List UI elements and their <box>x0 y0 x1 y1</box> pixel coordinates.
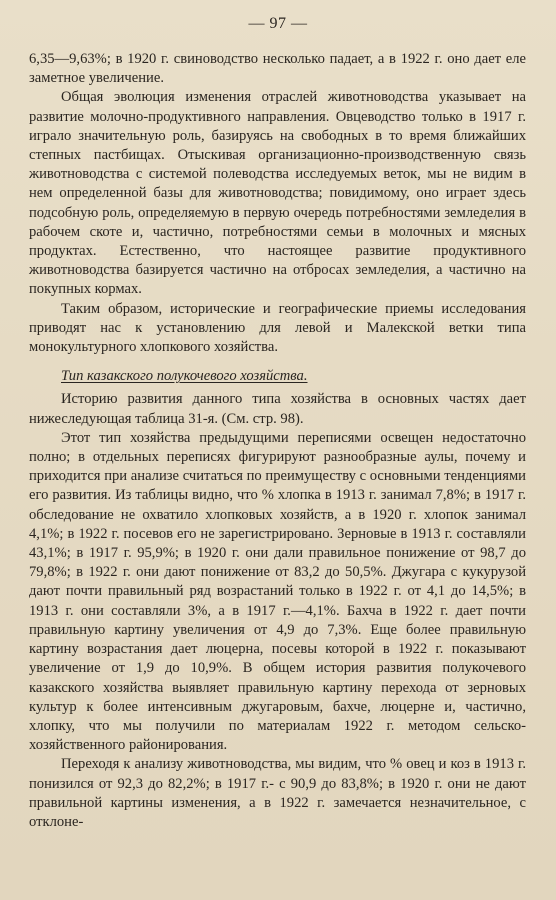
paragraph-continuation: 6,35—9,63%; в 1920 г. свиноводство несколько падает, а в 1922 г. оно дает еле заметное увеличение. <box>29 51 526 87</box>
paragraph-crop-analysis: Этот тип хозяйства предыдущими переписями освещен недостаточно полно; в отдельных переписях фигурируют разнообразные аулы, почему и приходится при анализе считаться по преимуществу с основными тенденциями его развития. Из таблицы видно, что % хлопка в 1913 г. занимал 7,8%; в 1917 г. обследование не охватило хлопковых хозяйств, а в 1920 г. хлопок занимал 4,1%; в 1922 г. посевов его не зарегистрировано. Зерновые в 1913 г. составляли 43,1%; в 1917 г. 95,9%; в 1920 г. они дали правильное понижение от 98,7 до 79,8%; в 1922 г. они дают понижение от 83,2 до 50,5%. Джугара с кукурузой дают почти правильный ряд возрастаний только в 1922 г. от 4,1 до 14,5%; в 1913 г. они составляли 3%, а в 1917 г.—4,1%. Бахча в 1922 г. дает почти правильную картину увеличения от 4,9 до 7,3%. Еще более правильную картину возрастания дает люцерна, посевы которой в 1922 г. показывают увеличение от 1,9 до 10,9%. В общем история развития полукочевого казакского хозяйства выявляет правильную картину перехода от зерновых культур к более интенсивным джугаровым, бахче, люцерне и, частично, хлопку, что мы получили по материалам 1922 г. методом сельско-хозяйственного районирования. <box>29 429 526 754</box>
paragraph-livestock-analysis: Переходя к анализу животноводства, мы видим, что % овец и коз в 1913 г. понизился от 92,3 до 82,2%; в 1917 г.- с 90,9 до 83,8%; в 1920 г. они не дают правильной картины изменения, а в 1922 г. замечается незначительное, с отклоне- <box>29 756 526 830</box>
paragraph-conclusion: Таким образом, исторические и географические приемы исследования приводят нас к установлению для левой и Малекской ветки типа монокультурного хлопкового хозяйства. <box>29 300 526 356</box>
paragraph-livestock-evolution: Общая эволюция изменения отраслей животноводства указывает на развитие молочно-продуктивного направления. Овцеводство только в 1917 г. играло значительную роль, базируясь на свободных в то время ближайших степных пастбищах. Отыскивая организационно-производственную связь животноводства с системой полеводства исследуемых веток, мы не видим в нем определенной базы для животноводства; повидимому, оно играет здесь подсобную роль, определяемую в первую очередь потребностями земледелия в рабочем скоте и, частично, потребностями семьи в молочных и мясных продуктах. Естественно, что настоящее развитие продуктивного животноводства базируется частично на отбросах земледелия, а частично на покупных кормах. <box>29 89 526 298</box>
page-number: — 97 — <box>248 15 308 32</box>
paragraph-table-reference: Историю развития данного типа хозяйства в основных частях дает нижеследующая таблица 31-я. (См. стр. 98). <box>29 391 526 427</box>
section-heading: Тип казакского полукочевого хозяйства. <box>61 368 308 385</box>
page-body <box>29 50 526 832</box>
